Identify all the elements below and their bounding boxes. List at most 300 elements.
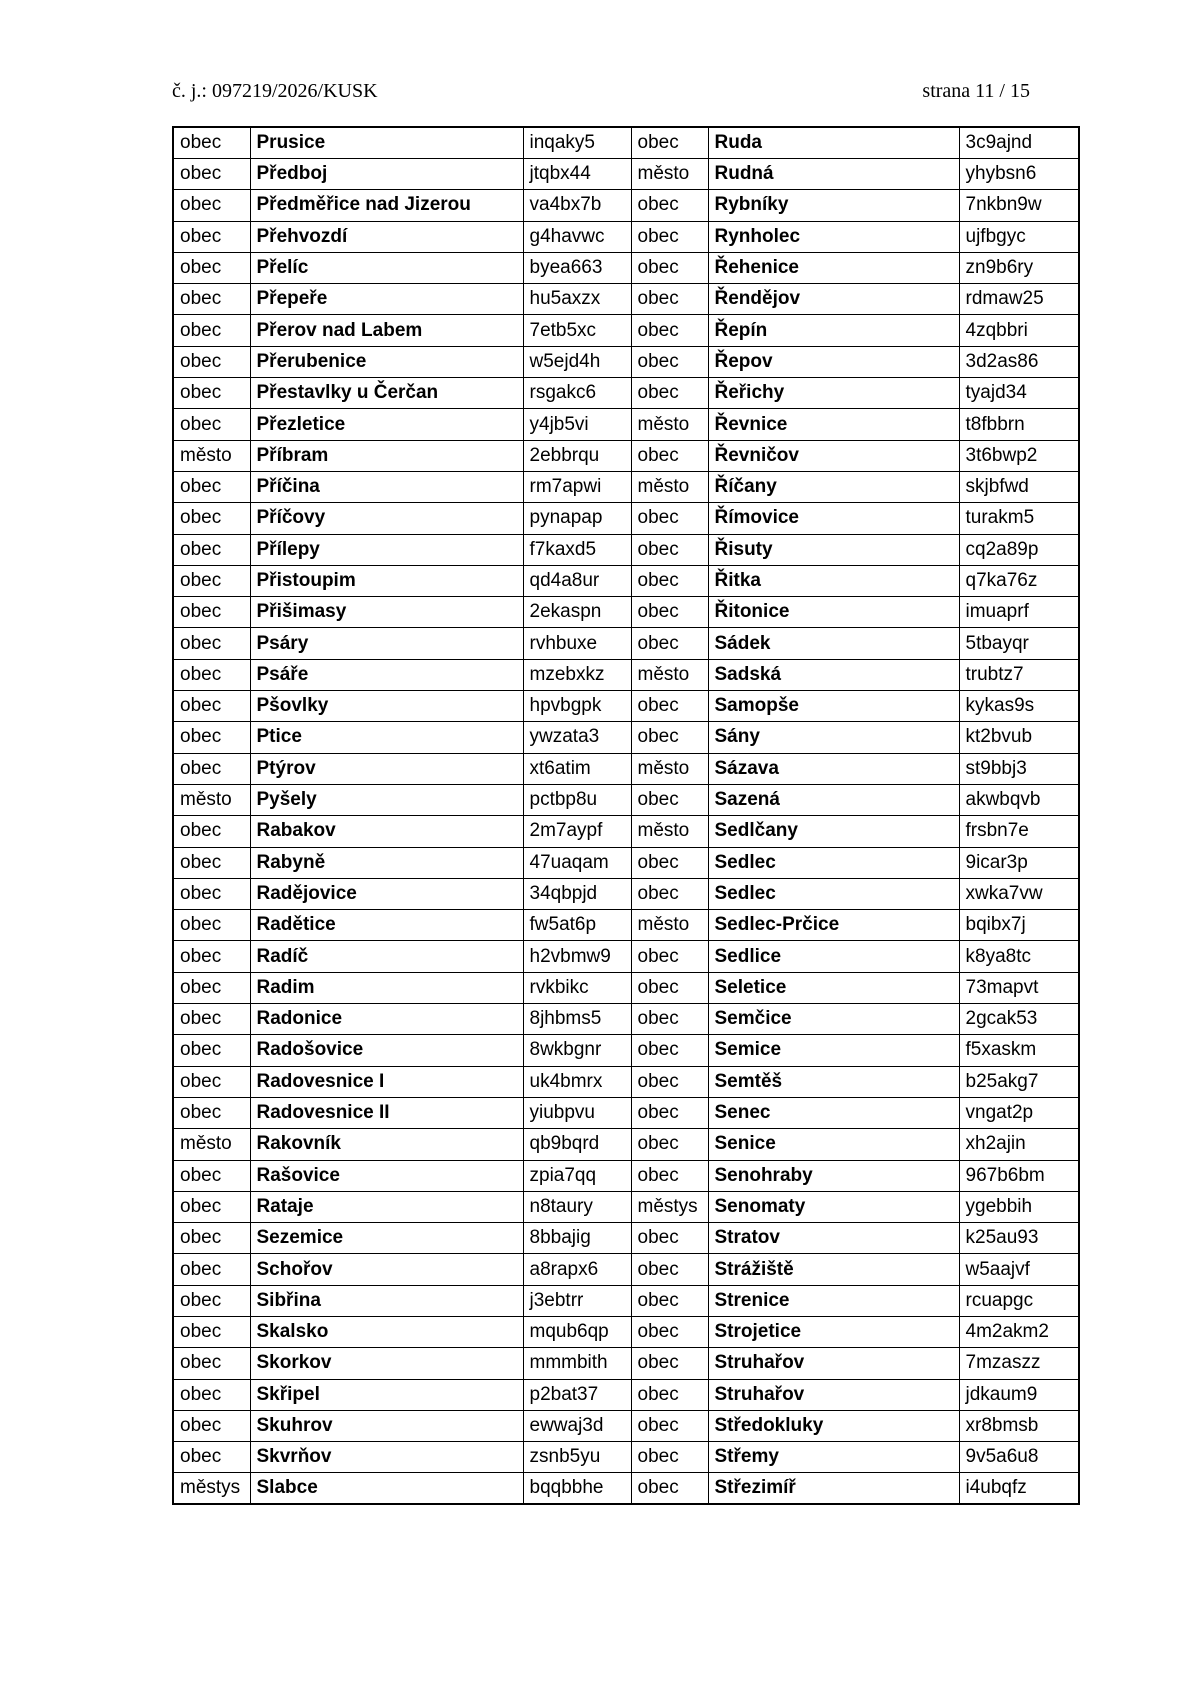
cell-type: obec: [173, 378, 250, 409]
table-row: [173, 534, 1079, 565]
cell-code: rdmaw25: [959, 284, 1079, 315]
cell-name: Psáry: [250, 628, 523, 659]
cell-code: mqub6qp: [523, 1316, 631, 1347]
cell-type: obec: [631, 1223, 708, 1254]
table-row: [173, 503, 1079, 534]
cell-name: Přílepy: [250, 534, 523, 565]
cell-type: obec: [631, 1379, 708, 1410]
cell-type: obec: [173, 565, 250, 596]
cell-name: Skuhrov: [250, 1410, 523, 1441]
page-header: [172, 80, 1030, 104]
cell-name: Příbram: [250, 440, 523, 471]
cell-code: 9icar3p: [959, 847, 1079, 878]
cell-name: Střezimíř: [708, 1473, 959, 1505]
cell-name: Sedlec-Prčice: [708, 910, 959, 941]
cell-type: obec: [631, 722, 708, 753]
table-row: [173, 847, 1079, 878]
table-row: [173, 1223, 1079, 1254]
cell-code: t8fbbrn: [959, 409, 1079, 440]
cell-code: inqaky5: [523, 127, 631, 159]
cell-code: tyajd34: [959, 378, 1079, 409]
table-row: [173, 1285, 1079, 1316]
table-row: [173, 1254, 1079, 1285]
cell-code: 5tbayqr: [959, 628, 1079, 659]
cell-code: 8bbajig: [523, 1223, 631, 1254]
table-row: [173, 565, 1079, 596]
cell-type: obec: [631, 1129, 708, 1160]
cell-code: vngat2p: [959, 1097, 1079, 1128]
cell-code: kykas9s: [959, 691, 1079, 722]
cell-code: k8ya8tc: [959, 941, 1079, 972]
cell-type: obec: [173, 628, 250, 659]
cell-code: bqqbbhe: [523, 1473, 631, 1505]
cell-type: obec: [173, 597, 250, 628]
cell-type: obec: [173, 315, 250, 346]
cell-code: kt2bvub: [959, 722, 1079, 753]
cell-code: h2vbmw9: [523, 941, 631, 972]
cell-type: obec: [173, 471, 250, 502]
cell-code: ygebbih: [959, 1191, 1079, 1222]
cell-code: p2bat37: [523, 1379, 631, 1410]
cell-name: Radíč: [250, 941, 523, 972]
cell-name: Rataje: [250, 1191, 523, 1222]
cell-code: jtqbx44: [523, 159, 631, 190]
cell-code: 2ekaspn: [523, 597, 631, 628]
cell-type: obec: [173, 1097, 250, 1128]
cell-type: obec: [173, 1254, 250, 1285]
cell-code: rsgakc6: [523, 378, 631, 409]
cell-name: Řeřichy: [708, 378, 959, 409]
table-row: [173, 284, 1079, 315]
cell-type: město: [173, 784, 250, 815]
cell-name: Schořov: [250, 1254, 523, 1285]
cell-code: ewwaj3d: [523, 1410, 631, 1441]
cell-name: Přezletice: [250, 409, 523, 440]
cell-code: pynapap: [523, 503, 631, 534]
cell-code: st9bbj3: [959, 753, 1079, 784]
table-row: [173, 1348, 1079, 1379]
cell-code: imuaprf: [959, 597, 1079, 628]
table-row: [173, 1129, 1079, 1160]
table-row: [173, 1035, 1079, 1066]
cell-type: obec: [173, 972, 250, 1003]
cell-code: va4bx7b: [523, 190, 631, 221]
cell-name: Řepín: [708, 315, 959, 346]
cell-type: obec: [173, 1316, 250, 1347]
cell-type: obec: [173, 534, 250, 565]
cell-type: obec: [173, 1035, 250, 1066]
table-row: [173, 159, 1079, 190]
cell-code: f5xaskm: [959, 1035, 1079, 1066]
cell-code: xr8bmsb: [959, 1410, 1079, 1441]
cell-name: Sedlec: [708, 847, 959, 878]
cell-name: Senohraby: [708, 1160, 959, 1191]
cell-code: 4m2akm2: [959, 1316, 1079, 1347]
cell-code: qb9bqrd: [523, 1129, 631, 1160]
table-row: [173, 784, 1079, 815]
cell-code: rvhbuxe: [523, 628, 631, 659]
cell-code: bqibx7j: [959, 910, 1079, 941]
cell-code: a8rapx6: [523, 1254, 631, 1285]
cell-name: Semčice: [708, 1004, 959, 1035]
cell-name: Seletice: [708, 972, 959, 1003]
cell-code: 7mzaszz: [959, 1348, 1079, 1379]
cell-name: Rašovice: [250, 1160, 523, 1191]
cell-name: Strenice: [708, 1285, 959, 1316]
cell-code: k25au93: [959, 1223, 1079, 1254]
cell-code: cq2a89p: [959, 534, 1079, 565]
cell-name: Psáře: [250, 659, 523, 690]
cell-code: xh2ajin: [959, 1129, 1079, 1160]
cell-type: obec: [631, 941, 708, 972]
cell-name: Struhařov: [708, 1379, 959, 1410]
cell-type: obec: [173, 252, 250, 283]
table-row: [173, 409, 1079, 440]
cell-type: obec: [631, 784, 708, 815]
cell-code: yiubpvu: [523, 1097, 631, 1128]
cell-name: Přišimasy: [250, 597, 523, 628]
table-row: [173, 659, 1079, 690]
cell-type: obec: [631, 1035, 708, 1066]
cell-code: i4ubqfz: [959, 1473, 1079, 1505]
cell-type: město: [631, 159, 708, 190]
cell-type: obec: [631, 1097, 708, 1128]
table-row: [173, 1191, 1079, 1222]
cell-name: Rabakov: [250, 816, 523, 847]
cell-name: Příčina: [250, 471, 523, 502]
table-row: [173, 346, 1079, 377]
table-row: [173, 440, 1079, 471]
municipality-table: [172, 126, 1080, 1505]
cell-type: obec: [173, 221, 250, 252]
cell-name: Prusice: [250, 127, 523, 159]
cell-code: zpia7qq: [523, 1160, 631, 1191]
cell-name: Sibřina: [250, 1285, 523, 1316]
cell-type: obec: [173, 159, 250, 190]
cell-code: 47uaqam: [523, 847, 631, 878]
cell-type: obec: [173, 346, 250, 377]
cell-type: obec: [173, 722, 250, 753]
cell-code: pctbp8u: [523, 784, 631, 815]
cell-code: ywzata3: [523, 722, 631, 753]
cell-code: ujfbgyc: [959, 221, 1079, 252]
cell-code: xwka7vw: [959, 878, 1079, 909]
table-row: [173, 878, 1079, 909]
cell-type: obec: [631, 315, 708, 346]
cell-type: obec: [631, 565, 708, 596]
table-row: [173, 1442, 1079, 1473]
cell-type: obec: [173, 1348, 250, 1379]
table-row: [173, 221, 1079, 252]
cell-code: frsbn7e: [959, 816, 1079, 847]
cell-name: Říčany: [708, 471, 959, 502]
cell-name: Přerubenice: [250, 346, 523, 377]
table-row: [173, 1379, 1079, 1410]
cell-type: obec: [631, 691, 708, 722]
cell-code: w5aajvf: [959, 1254, 1079, 1285]
cell-code: 2gcak53: [959, 1004, 1079, 1035]
cell-name: Sedlčany: [708, 816, 959, 847]
cell-type: obec: [631, 1285, 708, 1316]
cell-name: Sádek: [708, 628, 959, 659]
cell-type: obec: [173, 816, 250, 847]
cell-name: Řisuty: [708, 534, 959, 565]
cell-code: qd4a8ur: [523, 565, 631, 596]
cell-type: obec: [631, 503, 708, 534]
cell-type: město: [631, 659, 708, 690]
cell-type: městys: [631, 1191, 708, 1222]
table-row: [173, 252, 1079, 283]
table-row: [173, 1160, 1079, 1191]
cell-name: Předměřice nad Jizerou: [250, 190, 523, 221]
cell-type: obec: [631, 1348, 708, 1379]
cell-name: Přistoupim: [250, 565, 523, 596]
cell-name: Senice: [708, 1129, 959, 1160]
table-row: [173, 691, 1079, 722]
cell-type: obec: [173, 127, 250, 159]
table-row: [173, 1410, 1079, 1441]
cell-type: obec: [173, 941, 250, 972]
cell-name: Semice: [708, 1035, 959, 1066]
cell-type: obec: [173, 1004, 250, 1035]
cell-code: zn9b6ry: [959, 252, 1079, 283]
cell-type: město: [173, 440, 250, 471]
cell-name: Ptýrov: [250, 753, 523, 784]
cell-type: obec: [173, 878, 250, 909]
cell-code: 34qbpjd: [523, 878, 631, 909]
cell-type: obec: [173, 1191, 250, 1222]
cell-type: obec: [631, 1316, 708, 1347]
cell-code: xt6atim: [523, 753, 631, 784]
cell-code: yhybsn6: [959, 159, 1079, 190]
cell-name: Řepov: [708, 346, 959, 377]
cell-name: Stratov: [708, 1223, 959, 1254]
cell-type: obec: [631, 534, 708, 565]
cell-name: Strojetice: [708, 1316, 959, 1347]
cell-type: obec: [631, 190, 708, 221]
cell-name: Rabyně: [250, 847, 523, 878]
cell-code: 9v5a6u8: [959, 1442, 1079, 1473]
table-row: [173, 1004, 1079, 1035]
cell-type: město: [631, 816, 708, 847]
cell-name: Příčovy: [250, 503, 523, 534]
table-row: [173, 1473, 1079, 1505]
table-row: [173, 1066, 1079, 1097]
cell-name: Sazená: [708, 784, 959, 815]
cell-name: Rudná: [708, 159, 959, 190]
cell-type: obec: [631, 597, 708, 628]
page-number: strana 11 / 15: [922, 80, 1030, 102]
cell-code: fw5at6p: [523, 910, 631, 941]
cell-type: obec: [631, 1473, 708, 1505]
cell-name: Přelíc: [250, 252, 523, 283]
cell-type: obec: [631, 1004, 708, 1035]
cell-code: hu5axzx: [523, 284, 631, 315]
cell-code: 2m7aypf: [523, 816, 631, 847]
cell-type: obec: [631, 221, 708, 252]
cell-code: n8taury: [523, 1191, 631, 1222]
cell-name: Ruda: [708, 127, 959, 159]
cell-type: obec: [631, 972, 708, 1003]
cell-name: Struhařov: [708, 1348, 959, 1379]
cell-type: obec: [631, 878, 708, 909]
cell-code: 8jhbms5: [523, 1004, 631, 1035]
cell-name: Sedlice: [708, 941, 959, 972]
table-row: [173, 190, 1079, 221]
cell-code: jdkaum9: [959, 1379, 1079, 1410]
cell-code: 3d2as86: [959, 346, 1079, 377]
cell-name: Ptice: [250, 722, 523, 753]
cell-code: turakm5: [959, 503, 1079, 534]
cell-name: Sezemice: [250, 1223, 523, 1254]
cell-name: Skřipel: [250, 1379, 523, 1410]
cell-type: obec: [173, 659, 250, 690]
cell-code: q7ka76z: [959, 565, 1079, 596]
cell-name: Skorkov: [250, 1348, 523, 1379]
cell-type: obec: [173, 503, 250, 534]
table-row: [173, 315, 1079, 346]
cell-type: obec: [173, 753, 250, 784]
cell-name: Rybníky: [708, 190, 959, 221]
cell-type: město: [631, 471, 708, 502]
cell-type: obec: [173, 409, 250, 440]
cell-name: Radonice: [250, 1004, 523, 1035]
cell-name: Předboj: [250, 159, 523, 190]
cell-type: obec: [631, 847, 708, 878]
cell-code: y4jb5vi: [523, 409, 631, 440]
table-row: [173, 628, 1079, 659]
cell-code: 4zqbbri: [959, 315, 1079, 346]
table-body: [173, 127, 1079, 1504]
cell-name: Radošovice: [250, 1035, 523, 1066]
cell-type: město: [631, 753, 708, 784]
cell-name: Senomaty: [708, 1191, 959, 1222]
cell-name: Radim: [250, 972, 523, 1003]
cell-name: Pšovlky: [250, 691, 523, 722]
cell-type: město: [631, 910, 708, 941]
cell-code: 7nkbn9w: [959, 190, 1079, 221]
cell-code: 3t6bwp2: [959, 440, 1079, 471]
cell-type: obec: [631, 284, 708, 315]
cell-code: zsnb5yu: [523, 1442, 631, 1473]
cell-type: obec: [631, 1066, 708, 1097]
cell-code: 2ebbrqu: [523, 440, 631, 471]
cell-type: obec: [631, 1160, 708, 1191]
document-reference: č. j.: 097219/2026/KUSK: [172, 80, 378, 102]
cell-name: Skalsko: [250, 1316, 523, 1347]
cell-name: Středokluky: [708, 1410, 959, 1441]
table-row: [173, 1316, 1079, 1347]
cell-code: f7kaxd5: [523, 534, 631, 565]
cell-name: Přepeře: [250, 284, 523, 315]
cell-code: 7etb5xc: [523, 315, 631, 346]
cell-type: město: [173, 1129, 250, 1160]
cell-type: obec: [173, 1285, 250, 1316]
cell-name: Radovesnice II: [250, 1097, 523, 1128]
cell-name: Řendějov: [708, 284, 959, 315]
cell-type: obec: [631, 127, 708, 159]
cell-name: Rynholec: [708, 221, 959, 252]
cell-type: obec: [173, 190, 250, 221]
cell-name: Radějovice: [250, 878, 523, 909]
table-row: [173, 941, 1079, 972]
cell-code: w5ejd4h: [523, 346, 631, 377]
cell-name: Sadská: [708, 659, 959, 690]
cell-name: Přehvozdí: [250, 221, 523, 252]
cell-type: obec: [631, 252, 708, 283]
cell-type: obec: [173, 1410, 250, 1441]
cell-name: Sány: [708, 722, 959, 753]
cell-type: obec: [173, 284, 250, 315]
cell-code: rvkbikc: [523, 972, 631, 1003]
table-row: [173, 753, 1079, 784]
cell-code: trubtz7: [959, 659, 1079, 690]
cell-code: mmmbith: [523, 1348, 631, 1379]
cell-name: Rakovník: [250, 1129, 523, 1160]
cell-name: Senec: [708, 1097, 959, 1128]
cell-name: Skvrňov: [250, 1442, 523, 1473]
cell-name: Sedlec: [708, 878, 959, 909]
table-row: [173, 722, 1079, 753]
cell-type: obec: [173, 1066, 250, 1097]
cell-name: Semtěš: [708, 1066, 959, 1097]
cell-code: byea663: [523, 252, 631, 283]
cell-code: 967b6bm: [959, 1160, 1079, 1191]
cell-type: obec: [173, 1379, 250, 1410]
cell-code: j3ebtrr: [523, 1285, 631, 1316]
cell-type: obec: [631, 346, 708, 377]
table-row: [173, 1097, 1079, 1128]
cell-name: Řitka: [708, 565, 959, 596]
cell-name: Strážiště: [708, 1254, 959, 1285]
table-row: [173, 127, 1079, 159]
cell-type: obec: [631, 1410, 708, 1441]
cell-name: Slabce: [250, 1473, 523, 1505]
table-row: [173, 972, 1079, 1003]
cell-type: obec: [173, 1442, 250, 1473]
table-row: [173, 910, 1079, 941]
cell-name: Řevnice: [708, 409, 959, 440]
cell-code: rcuapgc: [959, 1285, 1079, 1316]
cell-type: obec: [631, 1254, 708, 1285]
cell-type: obec: [173, 1160, 250, 1191]
table-row: [173, 816, 1079, 847]
cell-name: Přestavlky u Čerčan: [250, 378, 523, 409]
cell-code: rm7apwi: [523, 471, 631, 502]
cell-name: Střemy: [708, 1442, 959, 1473]
cell-code: uk4bmrx: [523, 1066, 631, 1097]
cell-name: Přerov nad Labem: [250, 315, 523, 346]
cell-name: Pyšely: [250, 784, 523, 815]
cell-code: hpvbgpk: [523, 691, 631, 722]
cell-type: obec: [631, 440, 708, 471]
cell-code: g4havwc: [523, 221, 631, 252]
table-row: [173, 597, 1079, 628]
cell-type: obec: [173, 691, 250, 722]
cell-type: město: [631, 409, 708, 440]
cell-type: obec: [173, 847, 250, 878]
cell-name: Sázava: [708, 753, 959, 784]
cell-name: Radětice: [250, 910, 523, 941]
cell-code: akwbqvb: [959, 784, 1079, 815]
cell-type: obec: [173, 910, 250, 941]
cell-name: Radovesnice I: [250, 1066, 523, 1097]
cell-code: 8wkbgnr: [523, 1035, 631, 1066]
table-row: [173, 471, 1079, 502]
cell-name: Řevničov: [708, 440, 959, 471]
cell-code: mzebxkz: [523, 659, 631, 690]
cell-code: 73mapvt: [959, 972, 1079, 1003]
